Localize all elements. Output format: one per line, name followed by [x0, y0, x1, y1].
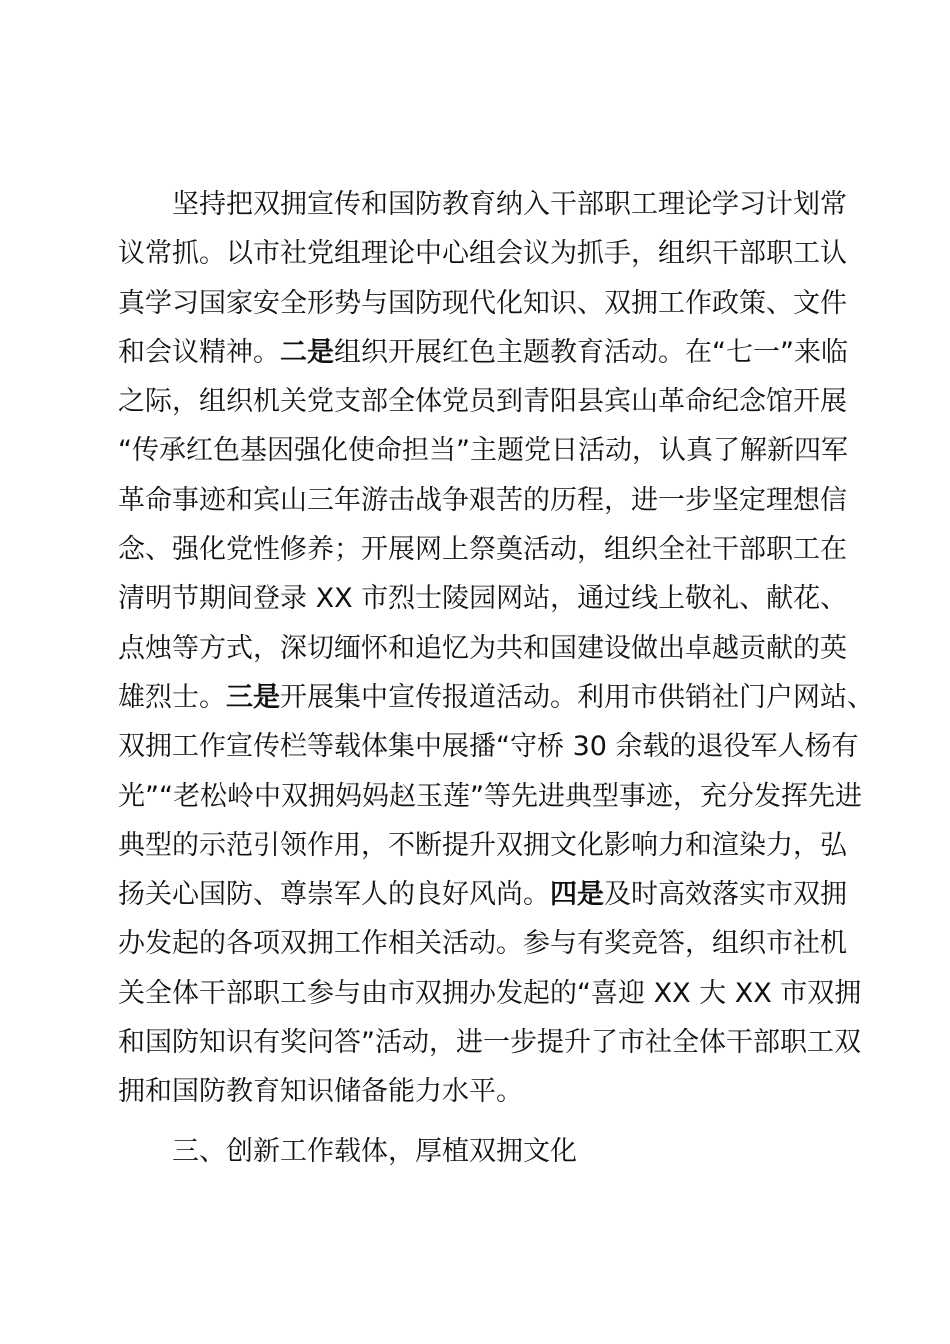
section-heading: 三、创新工作载体，厚植双拥文化	[172, 1136, 577, 1167]
paragraph-line: 革命事迹和宾山三年游击战争艰苦的历程，进一步坚定理想信	[118, 484, 847, 516]
paragraph-line: 清明节期间登录 XX 市烈士陵园网站，通过线上敬礼、献花、	[118, 583, 848, 615]
paragraph-line: “传承红色基因强化使命担当”主题党日活动，认真了解新四军	[118, 435, 848, 467]
paragraph-line: 雄烈士。三是开展集中宣传报道活动。利用市供销社门户网站、	[118, 681, 874, 713]
paragraph-line: 坚持把双拥宣传和国防教育纳入干部职工理论学习计划常	[172, 189, 847, 220]
paragraph-line: 扬关心国防、尊崇军人的良好风尚。四是及时高效落实市双拥	[118, 879, 847, 911]
bold-marker: 二是	[280, 336, 334, 368]
paragraph-line: 拥和国防教育知识储备能力水平。	[118, 1076, 523, 1108]
paragraph-line: 关全体干部职工参与由市双拥办发起的“喜迎 XX 大 XX 市双拥	[118, 977, 862, 1009]
paragraph-line: 典型的示范引领作用，不断提升双拥文化影响力和渲染力，弘	[118, 829, 847, 861]
paragraph-line: 光”“老松岭中双拥妈妈赵玉莲”等先进典型事迹，充分发挥先进	[118, 780, 862, 812]
paragraph-line: 念、强化党性修养；开展网上祭奠活动，组织全社干部职工在	[118, 534, 847, 566]
paragraph-line: 真学习国家安全形势与国防现代化知识、双拥工作政策、文件	[118, 287, 847, 319]
bold-marker: 四是	[550, 879, 604, 911]
paragraph-line: 和会议精神。二是组织开展红色主题教育活动。在“七一”来临	[118, 336, 848, 368]
paragraph-line: 之际，组织机关党支部全体党员到青阳县宾山革命纪念馆开展	[118, 386, 847, 418]
paragraph-line: 双拥工作宣传栏等载体集中展播“守桥 30 余载的退役军人杨有	[118, 731, 859, 763]
body-paragraph	[118, 180, 874, 1117]
bold-marker: 三是	[226, 681, 280, 713]
paragraph-line: 议常抓。以市社党组理论中心组会议为抓手，组织干部职工认	[118, 238, 847, 270]
paragraph-line: 和国防知识有奖问答”活动，进一步提升了市社全体干部职工双	[118, 1027, 861, 1059]
paragraph-line: 点烛等方式，深切缅怀和追忆为共和国建设做出卓越贡献的英	[118, 632, 847, 664]
paragraph-line: 办发起的各项双拥工作相关活动。参与有奖竞答，组织市社机	[118, 928, 847, 960]
